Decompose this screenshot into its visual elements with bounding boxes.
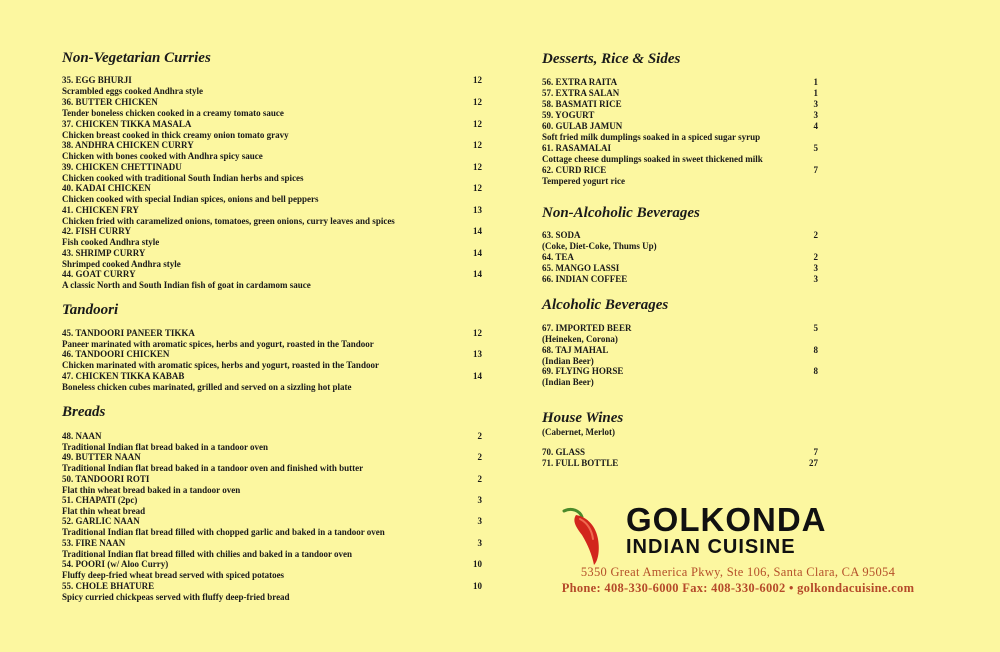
menu-item xyxy=(542,252,818,263)
item-description: Chicken cooked with special Indian spices, onions and bell peppers xyxy=(62,194,319,204)
item-price: 7 xyxy=(813,447,818,457)
item-description: Traditional Indian flat bread baked in a tandoor oven and finished with butter xyxy=(62,463,364,473)
menu-item xyxy=(542,88,818,99)
item-name: 66. INDIAN COFFEE xyxy=(542,274,628,284)
item-description: Chicken marinated with aromatic spices, herbs and yogurt, roasted in the Tandoor xyxy=(62,360,379,370)
section-title-alcoholic: Alcoholic Beverages xyxy=(542,297,669,313)
menu-item xyxy=(62,140,482,162)
item-description: Flat thin wheat bread xyxy=(62,506,146,516)
item-name: 57. EXTRA SALAN xyxy=(542,88,620,98)
item-price: 2 xyxy=(477,474,482,484)
item-price: 7 xyxy=(813,165,818,175)
item-price: 27 xyxy=(809,458,818,468)
brand-name: GOLKONDA xyxy=(626,501,827,538)
item-description: Shrimped cooked Andhra style xyxy=(62,259,181,269)
item-name: 62. CURD RICE xyxy=(542,165,607,175)
item-price: 2 xyxy=(477,452,482,462)
item-name: 61. RASAMALAI xyxy=(542,143,612,153)
item-price: 13 xyxy=(473,349,482,359)
item-price: 12 xyxy=(473,119,482,129)
item-description: Fluffy deep-fried wheat bread served with spiced potatoes xyxy=(62,570,285,580)
menu-item xyxy=(62,581,482,603)
menu-item xyxy=(542,323,818,345)
menu-item xyxy=(542,143,818,165)
item-price: 3 xyxy=(813,274,818,284)
item-description: Cottage cheese dumplings soaked in sweet thickened milk xyxy=(542,154,763,164)
item-description: Tender boneless chicken cooked in a creamy tomato sauce xyxy=(62,108,284,118)
item-price: 14 xyxy=(473,371,482,381)
item-price: 2 xyxy=(813,252,818,262)
menu-item xyxy=(542,345,818,367)
item-name: 36. BUTTER CHICKEN xyxy=(62,97,158,107)
item-name: 38. ANDHRA CHICKEN CURRY xyxy=(62,140,194,150)
menu-item xyxy=(542,458,818,469)
item-price: 13 xyxy=(473,205,482,215)
item-description: Chicken cooked with traditional South Indian herbs and spices xyxy=(62,173,304,183)
menu-item xyxy=(62,474,482,496)
item-price: 8 xyxy=(813,345,818,355)
item-description: Spicy curried chickpeas served with fluffy deep-fried bread xyxy=(62,592,290,602)
item-price: 5 xyxy=(813,143,818,153)
item-name: 47. CHICKEN TIKKA KABAB xyxy=(62,371,185,381)
menu-item xyxy=(62,452,482,474)
address-line: 5350 Great America Pkwy, Ste 106, Santa Clara, CA 95054 xyxy=(580,565,896,579)
item-price: 14 xyxy=(473,248,482,258)
item-name: 58. BASMATI RICE xyxy=(542,99,622,109)
item-name: 39. CHICKEN CHETTINADU xyxy=(62,162,182,172)
item-price: 10 xyxy=(473,559,482,569)
item-name: 60. GULAB JAMUN xyxy=(542,121,623,131)
menu-item xyxy=(542,165,818,187)
item-price: 3 xyxy=(813,110,818,120)
section-title-tandoori: Tandoori xyxy=(62,302,119,318)
restaurant-logo xyxy=(558,503,978,563)
menu-item xyxy=(542,77,818,88)
item-name: 48. NAAN xyxy=(62,431,102,441)
item-description: Traditional Indian flat bread filled with chopped garlic and baked in a tandoor oven xyxy=(62,527,385,537)
menu-item xyxy=(62,328,482,350)
item-description: Chicken fried with caramelized onions, tomatoes, green onions, curry leaves and spices xyxy=(62,216,395,226)
menu-item xyxy=(62,205,482,227)
item-description: Boneless chicken cubes marinated, grilled and served on a sizzling hot plate xyxy=(62,382,352,392)
item-name: 45. TANDOORI PANEER TIKKA xyxy=(62,328,195,338)
item-name: 35. EGG BHURJI xyxy=(62,75,132,85)
menu-item xyxy=(542,230,818,252)
item-price: 5 xyxy=(813,323,818,333)
menu-item xyxy=(542,274,818,285)
menu-item xyxy=(542,110,818,121)
menu-item xyxy=(62,495,482,517)
item-name: 68. TAJ MAHAL xyxy=(542,345,609,355)
menu-item xyxy=(62,559,482,581)
item-name: 49. BUTTER NAAN xyxy=(62,452,141,462)
menu-item xyxy=(62,183,482,205)
menu-item xyxy=(62,516,482,538)
item-description: Tempered yogurt rice xyxy=(542,176,625,186)
item-price: 12 xyxy=(473,75,482,85)
item-price: 3 xyxy=(813,263,818,273)
item-price: 8 xyxy=(813,366,818,376)
item-description: Paneer marinated with aromatic spices, herbs and yogurt, roasted in the Tandoor xyxy=(62,339,374,349)
item-description: (Heineken, Corona) xyxy=(542,334,618,344)
item-description: Scrambled eggs cooked Andhra style xyxy=(62,86,204,96)
menu-item xyxy=(62,431,482,453)
item-price: 12 xyxy=(473,162,482,172)
item-name: 41. CHICKEN FRY xyxy=(62,205,139,215)
section-title-desserts: Desserts, Rice & Sides xyxy=(542,51,681,67)
menu-item xyxy=(542,99,818,110)
menu-item xyxy=(542,447,818,458)
item-description: A classic North and South Indian fish of goat in cardamom sauce xyxy=(62,280,311,290)
section-title-non-alcoholic: Non-Alcoholic Beverages xyxy=(542,205,700,221)
item-name: 51. CHAPATI (2pc) xyxy=(62,495,138,505)
item-name: 54. POORI (w/ Aloo Curry) xyxy=(62,559,169,569)
menu-item xyxy=(62,226,482,248)
item-price: 12 xyxy=(473,140,482,150)
item-description: Soft fried milk dumplings soaked in a spiced sugar syrup xyxy=(542,132,761,142)
menu-item xyxy=(62,75,482,97)
item-price: 4 xyxy=(813,121,818,131)
chili-pepper-icon xyxy=(558,505,618,567)
menu-item xyxy=(542,121,818,143)
item-price: 12 xyxy=(473,183,482,193)
menu-item xyxy=(542,366,818,388)
section-title-breads: Breads xyxy=(62,404,106,420)
menu-item xyxy=(62,248,482,270)
item-description: Traditional Indian flat bread baked in a tandoor oven xyxy=(62,442,269,452)
item-description: (Coke, Diet-Coke, Thums Up) xyxy=(542,241,657,251)
item-description: Chicken with bones cooked with Andhra spicy sauce xyxy=(62,151,263,161)
item-name: 44. GOAT CURRY xyxy=(62,269,136,279)
item-price: 3 xyxy=(813,99,818,109)
item-price: 3 xyxy=(477,538,482,548)
item-description: (Indian Beer) xyxy=(542,356,594,366)
brand-subtitle: INDIAN CUISINE xyxy=(626,536,796,558)
menu-item xyxy=(62,97,482,119)
item-name: 46. TANDOORI CHICKEN xyxy=(62,349,170,359)
item-name: 71. FULL BOTTLE xyxy=(542,458,619,468)
item-name: 50. TANDOORI ROTI xyxy=(62,474,150,484)
item-name: 63. SODA xyxy=(542,230,581,240)
item-name: 64. TEA xyxy=(542,252,574,262)
item-price: 1 xyxy=(813,88,818,98)
item-price: 2 xyxy=(813,230,818,240)
item-price: 12 xyxy=(473,328,482,338)
item-description: (Indian Beer) xyxy=(542,377,594,387)
item-price: 10 xyxy=(473,581,482,591)
house-wines-note: (Cabernet, Merlot) xyxy=(542,427,615,437)
item-description: Traditional Indian flat bread filled with chilies and baked in a tandoor oven xyxy=(62,549,353,559)
item-price: 2 xyxy=(477,431,482,441)
item-name: 37. CHICKEN TIKKA MASALA xyxy=(62,119,192,129)
contact-line: Phone: 408-330-6000 Fax: 408-330-6002 • golkondacuisine.com xyxy=(561,581,915,595)
menu-item xyxy=(62,371,482,393)
item-name: 59. YOGURT xyxy=(542,110,595,120)
menu-item xyxy=(62,538,482,560)
menu-item xyxy=(62,162,482,184)
item-name: 67. IMPORTED BEER xyxy=(542,323,632,333)
menu-item xyxy=(62,269,482,291)
section-title-house-wines: House Wines xyxy=(542,410,624,426)
menu-item xyxy=(62,119,482,141)
item-name: 70. GLASS xyxy=(542,447,586,457)
item-name: 55. CHOLE BHATURE xyxy=(62,581,155,591)
item-price: 3 xyxy=(477,516,482,526)
item-description: Chicken breast cooked in thick creamy onion tomato gravy xyxy=(62,130,289,140)
section-title-non-veg-curries: Non-Vegetarian Curries xyxy=(62,50,211,66)
item-price: 14 xyxy=(473,269,482,279)
item-name: 53. FIRE NAAN xyxy=(62,538,126,548)
item-description: Flat thin wheat bread baked in a tandoor oven xyxy=(62,485,241,495)
item-price: 3 xyxy=(477,495,482,505)
item-name: 69. FLYING HORSE xyxy=(542,366,624,376)
item-description: Fish cooked Andhra style xyxy=(62,237,160,247)
item-name: 52. GARLIC NAAN xyxy=(62,516,140,526)
item-name: 65. MANGO LASSI xyxy=(542,263,620,273)
item-name: 42. FISH CURRY xyxy=(62,226,131,236)
item-price: 12 xyxy=(473,97,482,107)
item-price: 14 xyxy=(473,226,482,236)
item-name: 40. KADAI CHICKEN xyxy=(62,183,151,193)
item-name: 56. EXTRA RAITA xyxy=(542,77,618,87)
menu-item xyxy=(542,263,818,274)
menu-item xyxy=(62,349,482,371)
item-price: 1 xyxy=(813,77,818,87)
item-name: 43. SHRIMP CURRY xyxy=(62,248,146,258)
